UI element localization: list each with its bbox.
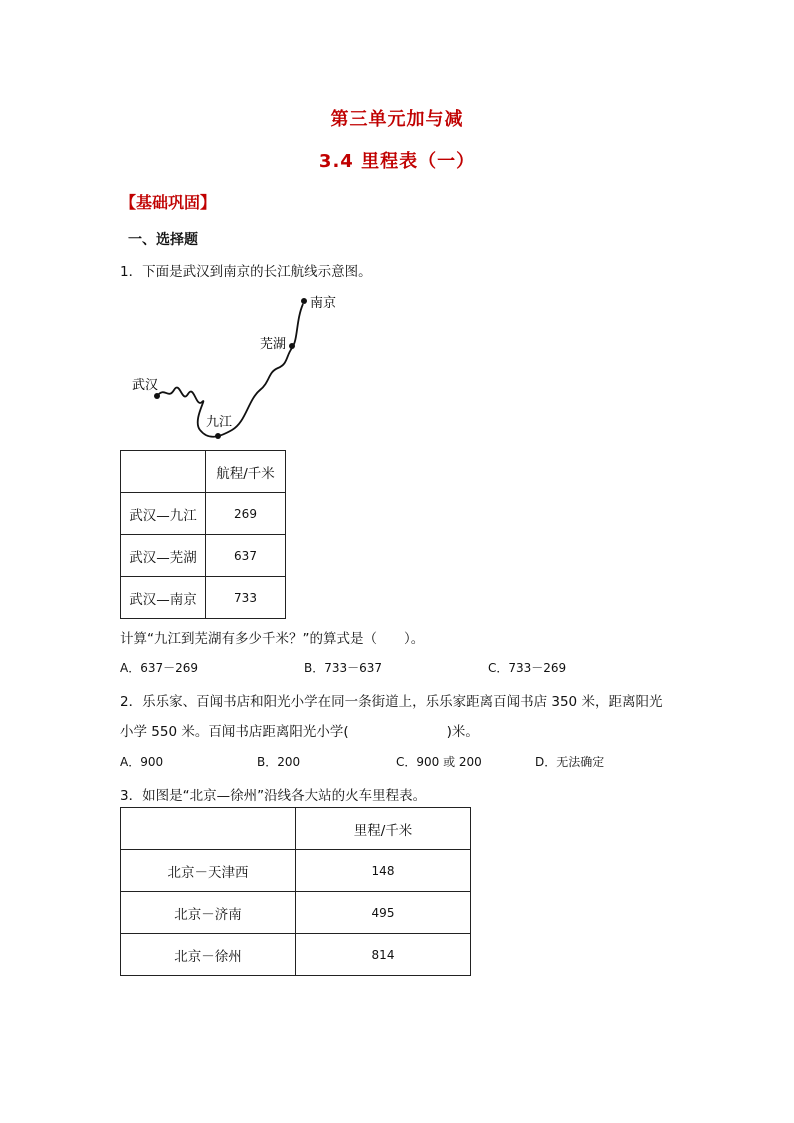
table-cell: 北京－天津西 bbox=[121, 850, 296, 892]
question-type-heading: 一、选择题 bbox=[128, 232, 198, 248]
wuhu-point bbox=[289, 343, 295, 349]
table-cell bbox=[121, 808, 296, 850]
q2-option-b: B．200 bbox=[257, 755, 301, 769]
table-header-cell: 里程/千米 bbox=[296, 808, 471, 850]
q2-stem-line2-b: )米。 bbox=[446, 724, 479, 740]
table-cell: 814 bbox=[296, 934, 471, 976]
lesson-title: 3.4 里程表（一） bbox=[318, 151, 476, 172]
label-nanjing: 南京 bbox=[310, 296, 337, 311]
q1-option-a: A．637－269 bbox=[120, 661, 199, 675]
table-cell: 北京－济南 bbox=[121, 892, 296, 934]
q2-stem-line2-a: 小学 550 米。百闻书店距离阳光小学( bbox=[120, 724, 349, 740]
table-cell bbox=[121, 451, 206, 493]
q3-mileage-table bbox=[120, 807, 471, 976]
q1-question: 计算“九江到芜湖有多少千米？”的算式是（ ）。 bbox=[120, 631, 425, 647]
table-row bbox=[121, 577, 286, 619]
q3-stem: 3．如图是“北京—徐州”沿线各大站的火车里程表。 bbox=[120, 788, 427, 804]
unit-title: 第三单元加与减 bbox=[330, 109, 464, 130]
q2-stem-line2 bbox=[120, 720, 479, 740]
table-cell: 武汉—芜湖 bbox=[121, 535, 206, 577]
wuhan-point bbox=[154, 393, 160, 399]
q2-stem-line1: 2．乐乐家、百闻书店和阳光小学在同一条街道上，乐乐家距离百闻书店 350 米，距离阳光 bbox=[120, 694, 663, 710]
table-row bbox=[121, 934, 471, 976]
table-row bbox=[121, 493, 286, 535]
table-cell: 武汉—九江 bbox=[121, 493, 206, 535]
q1-distance-table bbox=[120, 450, 286, 619]
table-row bbox=[121, 535, 286, 577]
table-cell: 733 bbox=[206, 577, 286, 619]
table-row bbox=[121, 892, 471, 934]
q2-option-a: A．900 bbox=[120, 755, 164, 769]
table-row bbox=[121, 850, 471, 892]
jiujiang-point bbox=[215, 433, 221, 439]
table-row bbox=[121, 808, 471, 850]
section-heading: 【基础巩固】 bbox=[120, 193, 217, 212]
q1-option-c: C．733－269 bbox=[488, 661, 567, 675]
q2-option-c: C．900 或 200 bbox=[396, 755, 482, 769]
q2-option-d: D．无法确定 bbox=[535, 755, 605, 769]
q1-option-b: B．733－637 bbox=[304, 661, 383, 675]
label-wuhan: 武汉 bbox=[132, 378, 159, 393]
table-cell: 148 bbox=[296, 850, 471, 892]
table-row bbox=[121, 451, 286, 493]
table-cell: 北京－徐州 bbox=[121, 934, 296, 976]
q1-stem: 1．下面是武汉到南京的长江航线示意图。 bbox=[120, 264, 372, 280]
table-cell: 武汉—南京 bbox=[121, 577, 206, 619]
table-header-cell: 航程/千米 bbox=[206, 451, 286, 493]
label-wuhu: 芜湖 bbox=[260, 337, 287, 352]
table-cell: 637 bbox=[206, 535, 286, 577]
yangtze-route-map bbox=[120, 290, 360, 450]
table-cell: 269 bbox=[206, 493, 286, 535]
nanjing-point bbox=[301, 298, 307, 304]
label-jiujiang: 九江 bbox=[206, 415, 233, 430]
table-cell: 495 bbox=[296, 892, 471, 934]
